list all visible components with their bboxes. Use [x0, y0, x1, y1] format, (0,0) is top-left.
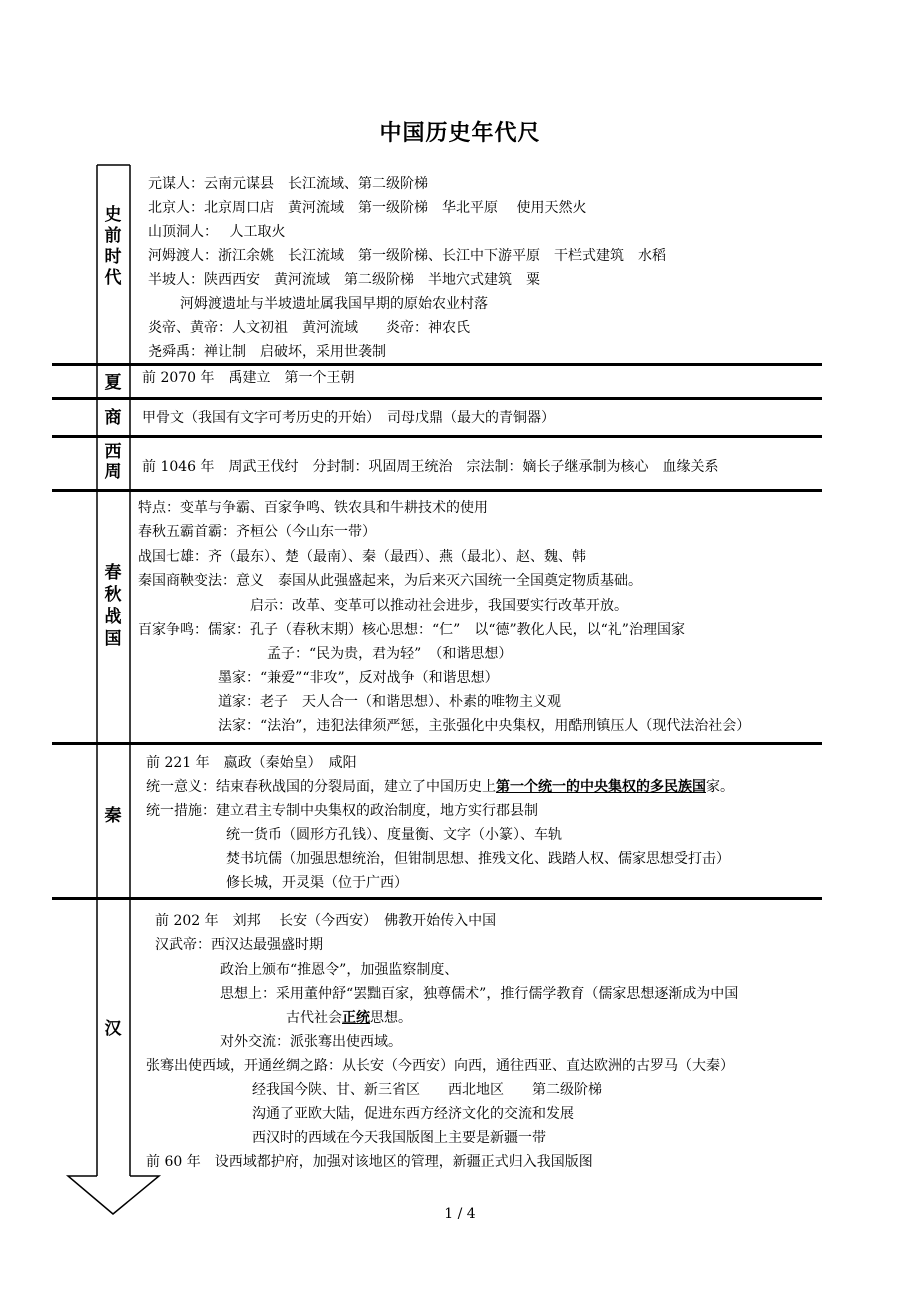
qin-line: 统一货币（圆形方孔钱）、度量衡、文字（小篆）、车轨 [226, 827, 562, 843]
chunqiu-line: 法家：“法治”，违犯法律须严惩，主张强化中央集权，用酷刑镇压人（现代法治社会） [218, 718, 751, 734]
era-label-han: 汉 [104, 1019, 122, 1039]
chunqiu-line: 特点：变革与争霸、百家争鸣、铁农具和牛耕技术的使用 [138, 500, 488, 516]
era-label-shang: 商 [104, 408, 122, 428]
divider-xia-shang [52, 397, 822, 400]
prehistoric-line: 北京人：北京周口店 黄河流域 第一级阶梯 华北平原 使用天然火 [148, 200, 587, 216]
qin-line-significance [146, 775, 734, 799]
shang-line: 甲骨文（我国有文字可考历史的开始） 司母戊鼎（最大的青铜器） [142, 410, 555, 426]
chunqiu-line: 孟子：“民为贵，君为轻” （和谐思想） [267, 646, 513, 662]
era-text: 西周 [104, 442, 122, 482]
han-line: 前 202 年 刘邦 长安（今西安） 佛教开始传入中国 [155, 913, 497, 929]
xizhou-line: 前 1046 年 周武王伐纣 分封制：巩固周王统治 宗法制：嫡长子继承制为核心 血缘关系 [142, 459, 719, 475]
han-line: 前 60 年 设西域都护府，加强对该地区的管理，新疆正式归入我国版图 [146, 1154, 593, 1170]
han-text: 古代社会 [286, 1010, 342, 1026]
chunqiu-line: 百家争鸣：儒家：孔子（春秋末期）核心思想：“仁” 以“德”教化人民，以“礼”治理国家 [138, 622, 685, 638]
page-title: 中国历史年代尺 [379, 121, 541, 146]
qin-line: 前 221 年 嬴政（秦始皇） 咸阳 [146, 755, 357, 771]
chunqiu-line: 春秋五霸首霸：齐桓公（今山东一带） [138, 524, 376, 540]
prehistoric-line: 山顶洞人： 人工取火 [148, 224, 286, 240]
han-line: 西汉时的西域在今天我国版图上主要是新疆一带 [252, 1130, 546, 1146]
chunqiu-line: 道家：老子 天人合一（和谐思想）、朴素的唯物主义观 [218, 694, 561, 710]
qin-line: 统一措施：建立君主专制中央集权的政治制度，地方实行郡县制 [146, 803, 538, 819]
han-line: 政治上颁布“推恩令”，加强监察制度、 [220, 962, 459, 978]
han-line: 汉武帝：西汉达最强盛时期 [155, 937, 323, 953]
divider-shang-xizhou [52, 435, 822, 438]
era-text: 春秋战国 [104, 563, 122, 649]
qin-significance-text: 家。 [706, 779, 734, 795]
xia-line: 前 2070 年 禹建立 第一个王朝 [142, 370, 355, 386]
era-label-xia: 夏 [104, 373, 122, 393]
era-text: 史前时代 [104, 205, 122, 288]
han-line: 经我国今陕、甘、新三省区 西北地区 第二级阶梯 [252, 1082, 602, 1098]
era-label-prehistoric [97, 205, 129, 289]
prehistoric-line: 尧舜禹：禅让制 启破坏，采用世袭制 [148, 344, 386, 360]
han-line: 对外交流：派张骞出使西域。 [220, 1034, 402, 1050]
chunqiu-line: 秦国商鞅变法：意义 泰国从此强盛起来，为后来灭六国统一全国奠定物质基础。 [138, 573, 642, 589]
han-line: 张骞出使西域，开通丝绸之路：从长安（今西安）向西，通往西亚、直达欧洲的古罗马（大秦） [146, 1058, 734, 1074]
divider-qin-han [52, 897, 822, 900]
chunqiu-line: 启示：改革、变革可以推动社会进步，我国要实行改革开放。 [250, 598, 628, 614]
chunqiu-line: 战国七雄：齐（最东）、楚（最南）、秦（最西）、燕（最北）、赵、魏、韩 [138, 549, 586, 565]
divider-xizhou-chunqiu [52, 489, 822, 492]
prehistoric-line: 河姆渡遗址与半坡遗址属我国早期的原始农业村落 [180, 296, 488, 312]
prehistoric-line: 半坡人：陕西西安 黄河流域 第二级阶梯 半地穴式建筑 粟 [148, 272, 540, 288]
han-text: 思想。 [370, 1010, 412, 1026]
qin-line: 焚书坑儒（加强思想统治，但钳制思想、推残文化、践踏人权、儒家思想受打击） [226, 851, 730, 867]
qin-emphasis: 的中央集权的多民族国 [566, 779, 706, 795]
era-label-qin: 秦 [104, 806, 122, 826]
page-number: 1 / 4 [444, 1206, 476, 1222]
qin-line: 修长城，开灵渠（位于广西） [226, 875, 408, 891]
prehistoric-line: 河姆渡人：浙江余姚 长江流域 第一级阶梯、长江中下游平原 干栏式建筑 水稻 [148, 248, 666, 264]
chunqiu-line: 墨家：“兼爱”“非攻”，反对战争（和谐思想） [218, 670, 499, 686]
qin-emphasis: 统一 [538, 779, 566, 795]
qin-emphasis: 第一个 [496, 779, 538, 795]
han-line: 沟通了亚欧大陆，促进东西方经济文化的交流和发展 [252, 1106, 574, 1122]
era-label-chunqiu [97, 562, 129, 650]
prehistoric-line: 元谋人：云南元谋县 长江流域、第二级阶梯 [148, 176, 428, 192]
divider-chunqiu-qin [52, 742, 822, 745]
han-line-orthodox [286, 1006, 412, 1030]
era-label-xizhou [97, 442, 129, 482]
han-emphasis: 正统 [342, 1010, 370, 1026]
prehistoric-line: 炎帝、黄帝：人文初祖 黄河流域 炎帝：神农氏 [148, 320, 470, 336]
qin-significance-text: 统一意义：结束春秋战国的分裂局面，建立了中国历史上 [146, 779, 496, 795]
han-line: 思想上：采用董仲舒“罢黜百家，独尊儒术”，推行儒学教育（儒家思想逐渐成为中国 [220, 986, 739, 1002]
